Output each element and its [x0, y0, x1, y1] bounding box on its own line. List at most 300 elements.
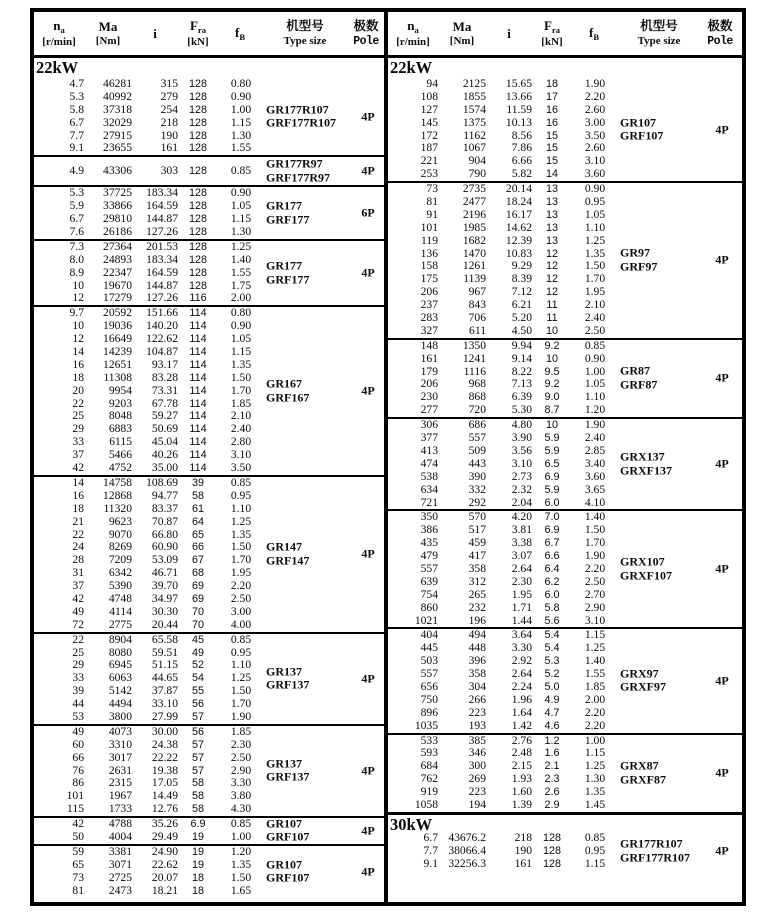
type-size-label [266, 260, 309, 287]
cell-fb: 1.95 [230, 566, 252, 580]
cell-fb: 2.40 [230, 422, 252, 436]
cell-fb: 0.95 [230, 645, 252, 659]
cell-fb: 2.50 [584, 323, 606, 337]
cell-ma: 269 [468, 772, 486, 786]
cell-na: 230 [420, 390, 438, 404]
table-row [34, 752, 384, 765]
table-body [388, 58, 742, 902]
cell-ma: 517 [468, 523, 486, 537]
cell-fra: 2.3 [544, 773, 560, 786]
cell-fra: 128 [188, 266, 207, 279]
header-subscript: B [593, 32, 599, 42]
cell-na: 593 [420, 746, 438, 760]
cell-i: 2.64 [511, 561, 532, 575]
cell-i: 144.87 [146, 212, 178, 226]
cell-i: 122.62 [146, 332, 178, 346]
type-size-line: GR177 [266, 258, 302, 273]
cell-fra: 13 [545, 183, 558, 196]
cell-fra: 5.4 [544, 642, 560, 655]
cell-na: 919 [420, 785, 438, 799]
cell-fb: 1.25 [584, 759, 606, 773]
cell-na: 31 [72, 566, 84, 580]
table-row [34, 739, 384, 752]
cell-na: 20 [72, 383, 84, 397]
cell-i: 104.87 [146, 345, 178, 359]
cell-fra: 6.9 [190, 818, 206, 831]
table-section [388, 509, 742, 627]
cell-i: 4.80 [511, 418, 532, 432]
cell-fra: 114 [189, 346, 207, 359]
cell-fb: 2.40 [584, 311, 606, 325]
cell-i: 12.39 [505, 233, 532, 247]
table-row [34, 91, 384, 104]
cell-i: 35.00 [151, 461, 178, 475]
cell-fra: 114 [189, 333, 207, 346]
pole-label: 4P [361, 864, 375, 879]
cell-i: 18.24 [505, 195, 532, 209]
cell-i: 16.17 [505, 207, 532, 221]
cell-ma: 6945 [108, 658, 132, 672]
cell-i: 24.90 [151, 844, 178, 858]
table-section [388, 181, 742, 338]
table-row [388, 735, 742, 748]
type-size-line: GR177R107 [266, 102, 329, 117]
column-header-type [262, 20, 348, 48]
cell-ma: 4114 [109, 604, 132, 618]
cell-i: 183.34 [146, 186, 178, 200]
cell-i: 51.15 [151, 658, 178, 672]
type-size-line: GR177R97 [266, 156, 323, 171]
cell-ma: 16649 [103, 332, 132, 346]
type-size-label [266, 541, 309, 568]
cell-fra: 8.7 [544, 404, 560, 417]
cell-ma: 6342 [108, 566, 132, 580]
type-size-line: GRF87 [620, 377, 658, 392]
cell-i: 3.10 [511, 456, 532, 470]
cell-ma: 385 [468, 733, 486, 747]
table-row [388, 419, 742, 432]
type-size-line: GR107 [266, 816, 302, 831]
cell-na: 634 [420, 482, 438, 496]
cell-fra: 57 [191, 738, 204, 751]
cell-na: 115 [67, 802, 84, 816]
cell-na: 179 [420, 364, 438, 378]
cell-fra: 18 [191, 884, 204, 897]
cell-na: 283 [420, 311, 438, 325]
table-row [34, 777, 384, 790]
cell-ma: 266 [468, 692, 486, 706]
column-header-ma [438, 20, 486, 48]
cell-fra: 2.6 [544, 786, 560, 799]
cell-ma: 3800 [108, 709, 132, 723]
cell-na: 187 [420, 141, 438, 155]
cell-fb: 2.00 [230, 291, 252, 305]
type-size-line: GR177R107 [620, 836, 683, 851]
cell-fb: 1.50 [230, 370, 252, 384]
cell-ma: 868 [468, 390, 486, 404]
table-row [34, 859, 384, 872]
cell-i: 19.38 [151, 763, 178, 777]
table-section [34, 724, 384, 816]
cell-fb: 0.90 [230, 319, 252, 333]
table-row [388, 245, 742, 261]
table-row [34, 254, 384, 267]
cell-ma: 1733 [108, 802, 132, 816]
type-size-line: GRX97 [620, 666, 659, 681]
cell-ma: 2315 [108, 776, 132, 790]
header-symbol: i [507, 26, 511, 41]
cell-ma: 1574 [462, 102, 486, 116]
type-size-line: GRXF107 [620, 568, 672, 583]
cell-fb: 1.10 [584, 220, 606, 234]
cell-fb: 1.15 [584, 746, 606, 760]
cell-i: 183.34 [146, 252, 178, 266]
cell-ma: 8048 [108, 409, 132, 423]
table-row [388, 760, 742, 773]
table-row [34, 647, 384, 660]
cell-ma: 9954 [108, 383, 132, 397]
cell-na: 7.6 [69, 225, 84, 239]
cell-na: 53 [72, 709, 84, 723]
cell-ma: 265 [468, 587, 486, 601]
cell-fra: 64 [191, 515, 204, 528]
cell-ma: 1985 [462, 220, 486, 234]
cell-na: 9.7 [69, 306, 84, 320]
cell-ma: 4004 [108, 829, 132, 843]
cell-fb: 1.50 [230, 870, 252, 884]
cell-i: 9.94 [511, 338, 532, 352]
cell-ma: 448 [468, 641, 486, 655]
cell-ma: 706 [468, 311, 486, 325]
cell-na: 206 [420, 377, 438, 391]
cell-na: 60 [72, 737, 84, 751]
cell-fb: 1.70 [584, 536, 606, 550]
cell-i: 2.15 [511, 759, 532, 773]
cell-i: 3.56 [511, 443, 532, 457]
cell-i: 1.64 [511, 705, 532, 719]
cell-ma: 358 [468, 667, 486, 681]
type-size-line: GRF137 [266, 677, 310, 692]
table-row [388, 471, 742, 484]
cell-ma: 5466 [108, 448, 132, 462]
cell-fb: 1.00 [230, 829, 252, 843]
type-size-line: GRXF87 [620, 772, 666, 787]
type-size-label [620, 760, 666, 787]
cell-i: 190 [160, 128, 178, 142]
cell-i: 27.99 [151, 709, 178, 723]
column-header-fra [532, 19, 572, 49]
cell-i: 50.69 [151, 422, 178, 436]
cell-na: 538 [420, 469, 438, 483]
table-section [34, 239, 384, 305]
cell-fb: 4.10 [584, 495, 606, 509]
cell-fra: 128 [188, 187, 207, 200]
cell-fra: 9.5 [544, 365, 560, 378]
header-unit: [r/min] [42, 35, 76, 48]
cell-na: 148 [420, 338, 438, 352]
cell-fb: 1.15 [230, 115, 252, 129]
cell-na: 8.9 [69, 265, 84, 279]
cell-na: 21 [72, 514, 84, 528]
cell-i: 35.26 [151, 817, 178, 831]
cell-fra: 4.6 [544, 719, 560, 732]
cell-fb: 1.05 [230, 199, 252, 213]
table-row [34, 462, 384, 475]
table-row [34, 307, 384, 320]
table-row [34, 503, 384, 516]
cell-na: 479 [420, 549, 438, 563]
cell-na: 445 [420, 641, 438, 655]
cell-fb: 2.00 [584, 692, 606, 706]
cell-ma: 40992 [103, 89, 132, 103]
cell-fb: 0.90 [584, 182, 606, 196]
cell-i: 2.04 [511, 495, 532, 509]
cell-fra: 1.6 [544, 747, 560, 760]
cell-ma: 1116 [463, 364, 486, 378]
cell-na: 42 [72, 817, 84, 831]
cell-na: 25 [72, 409, 84, 423]
cell-na: 10 [72, 319, 84, 333]
cell-fra: 128 [188, 142, 207, 155]
cell-fb: 2.20 [584, 89, 606, 103]
type-size-line: GRF177 [266, 212, 310, 227]
table-row [34, 385, 384, 398]
cell-fra: 2.9 [544, 798, 560, 811]
cell-ma: 968 [468, 377, 486, 391]
cell-na: 7.7 [423, 843, 438, 857]
cell-na: 33 [72, 435, 84, 449]
cell-fra: 128 [188, 200, 207, 213]
cell-ma: 37725 [103, 186, 132, 200]
cell-na: 28 [72, 553, 84, 567]
table-row [388, 260, 742, 273]
cell-fb: 2.90 [230, 763, 252, 777]
cell-i: 30.30 [151, 604, 178, 618]
table-row [388, 458, 742, 471]
table-row [388, 353, 742, 366]
cell-fra: 11 [546, 299, 558, 312]
cell-i: 10.13 [505, 115, 532, 129]
table-row [388, 655, 742, 668]
cell-i: 127.26 [146, 225, 178, 239]
type-size-line: GRF177R107 [620, 850, 690, 865]
type-size-line: GRXF137 [620, 463, 672, 478]
cell-na: 158 [420, 259, 438, 273]
cell-fra: 128 [188, 90, 207, 103]
cell-i: 2.24 [511, 679, 532, 693]
header-subscript: a [60, 24, 65, 35]
cell-fb: 0.95 [584, 195, 606, 209]
column-header-na [34, 19, 84, 49]
cell-i: 1.95 [511, 587, 532, 601]
cell-fb: 3.10 [584, 154, 606, 168]
cell-fb: 1.15 [584, 628, 606, 642]
pole-label: 4P [361, 383, 375, 398]
cell-i: 20.14 [505, 182, 532, 196]
cell-ma: 509 [468, 443, 486, 457]
header-unit: Pole [353, 34, 379, 48]
cell-ma: 2631 [108, 763, 132, 777]
cell-na: 16 [72, 357, 84, 371]
cell-i: 94.77 [151, 488, 178, 502]
cell-fb: 1.70 [230, 383, 252, 397]
cell-fra: 128 [188, 279, 207, 292]
table-row [34, 130, 384, 143]
cell-na: 1021 [414, 613, 438, 627]
table-section [388, 417, 742, 509]
cell-na: 7.7 [69, 128, 84, 142]
cell-ma: 790 [468, 167, 486, 181]
cell-fb: 1.50 [230, 684, 252, 698]
table-section [34, 305, 384, 475]
cell-fra: 6.5 [544, 457, 560, 470]
cell-na: 721 [420, 495, 438, 509]
cell-ma: 4752 [108, 461, 132, 475]
cell-na: 18 [72, 370, 84, 384]
cell-fb: 1.90 [584, 549, 606, 563]
cell-i: 59.51 [151, 645, 178, 659]
table-row [388, 142, 742, 155]
cell-ma: 2735 [462, 182, 486, 196]
power-heading: 22kW [390, 58, 433, 77]
table-row [388, 340, 742, 353]
cell-ma: 4494 [108, 697, 132, 711]
power-heading: 30kW [388, 812, 742, 832]
cell-fra: 1.2 [544, 734, 560, 747]
cell-ma: 223 [468, 785, 486, 799]
cell-fra: 56 [191, 725, 204, 738]
cell-i: 2.92 [511, 654, 532, 668]
table-row [388, 312, 742, 325]
table-row [388, 222, 742, 235]
cell-ma: 3381 [108, 844, 132, 858]
cell-na: 413 [420, 443, 438, 457]
cell-fra: 116 [189, 292, 207, 305]
cell-ma: 27364 [103, 239, 132, 253]
cell-na: 656 [420, 679, 438, 693]
cell-i: 2.76 [511, 733, 532, 747]
header-subscript: ra [197, 24, 206, 35]
cell-fra: 5.9 [544, 432, 560, 445]
cell-ma: 1855 [462, 89, 486, 103]
cell-ma: 32256.3 [448, 856, 486, 870]
cell-i: 34.97 [151, 591, 178, 605]
cell-na: 474 [420, 456, 438, 470]
pole-label: 4P [715, 456, 729, 471]
cell-fb: 1.05 [584, 377, 606, 391]
table-row [34, 541, 384, 554]
table-row [34, 267, 384, 280]
type-size-label [266, 858, 309, 885]
cell-ma: 17279 [103, 291, 132, 305]
cell-na: 8.0 [69, 252, 84, 266]
cell-fb: 0.85 [230, 632, 252, 646]
cell-fra: 13 [545, 234, 558, 247]
cell-fb: 1.30 [584, 772, 606, 786]
cell-ma: 8080 [108, 645, 132, 659]
cell-fra: 5.6 [544, 614, 560, 627]
cell-ma: 4073 [108, 724, 132, 738]
table-section [34, 155, 384, 185]
cell-na: 22 [72, 527, 84, 541]
cell-fra: 9.2 [544, 339, 560, 352]
table-section [34, 632, 384, 724]
cell-i: 11.59 [506, 102, 532, 116]
cell-fb: 2.90 [584, 600, 606, 614]
cell-i: 7.13 [511, 377, 532, 391]
table-row [388, 183, 742, 196]
cell-i: 20.44 [151, 617, 178, 631]
cell-ma: 4788 [108, 817, 132, 831]
table-row [388, 209, 742, 222]
cell-na: 72 [72, 617, 84, 631]
cell-i: 164.59 [146, 199, 178, 213]
cell-na: 37 [72, 448, 84, 462]
type-size-line: GR177 [266, 198, 302, 213]
cell-ma: 443 [468, 456, 486, 470]
cell-fb: 3.80 [230, 789, 252, 803]
cell-ma: 1241 [462, 351, 486, 365]
cell-na: 4.9 [69, 163, 84, 177]
cell-fra: 5.9 [544, 444, 560, 457]
cell-fra: 45 [191, 633, 204, 646]
cell-ma: 686 [468, 418, 486, 432]
table-row [34, 726, 384, 739]
table-row [388, 589, 742, 602]
table-row [34, 711, 384, 724]
cell-fra: 58 [191, 777, 204, 790]
cell-fb: 1.15 [230, 345, 252, 359]
cell-na: 237 [420, 298, 438, 312]
cell-i: 8.56 [511, 128, 532, 142]
table-section [388, 627, 742, 732]
cell-i: 161 [514, 856, 532, 870]
cell-na: 49 [72, 724, 84, 738]
cell-fb: 2.20 [584, 718, 606, 732]
column-header-pole [348, 20, 384, 48]
cell-fb: 1.35 [230, 527, 252, 541]
cell-fb: 2.30 [230, 737, 252, 751]
cell-ma: 346 [468, 746, 486, 760]
cell-i: 2.73 [511, 469, 532, 483]
type-size-line: GRF137 [266, 769, 310, 784]
table-row [388, 524, 742, 537]
cell-fb: 2.40 [584, 431, 606, 445]
cell-fb: 1.20 [230, 844, 252, 858]
cell-i: 29.49 [151, 829, 178, 843]
cell-na: 42 [72, 591, 84, 605]
cell-i: 14.49 [151, 789, 178, 803]
cell-na: 73 [72, 870, 84, 884]
table-row [34, 831, 384, 844]
cell-fra: 70 [191, 618, 204, 631]
cell-ma: 843 [468, 298, 486, 312]
cell-fra: 58 [191, 803, 204, 816]
table-row [388, 681, 742, 694]
cell-i: 44.65 [151, 671, 178, 685]
table-row [34, 292, 384, 305]
cell-i: 3.81 [511, 523, 532, 537]
cell-fb: 2.20 [584, 705, 606, 719]
cell-fra: 114 [189, 449, 207, 462]
cell-ma: 1682 [462, 233, 486, 247]
table-row [34, 516, 384, 529]
type-size-line: GR107 [620, 115, 656, 130]
cell-na: 145 [420, 115, 438, 129]
table-section [34, 844, 384, 898]
cell-ma: 300 [468, 759, 486, 773]
cell-fra: 6.0 [544, 496, 560, 509]
